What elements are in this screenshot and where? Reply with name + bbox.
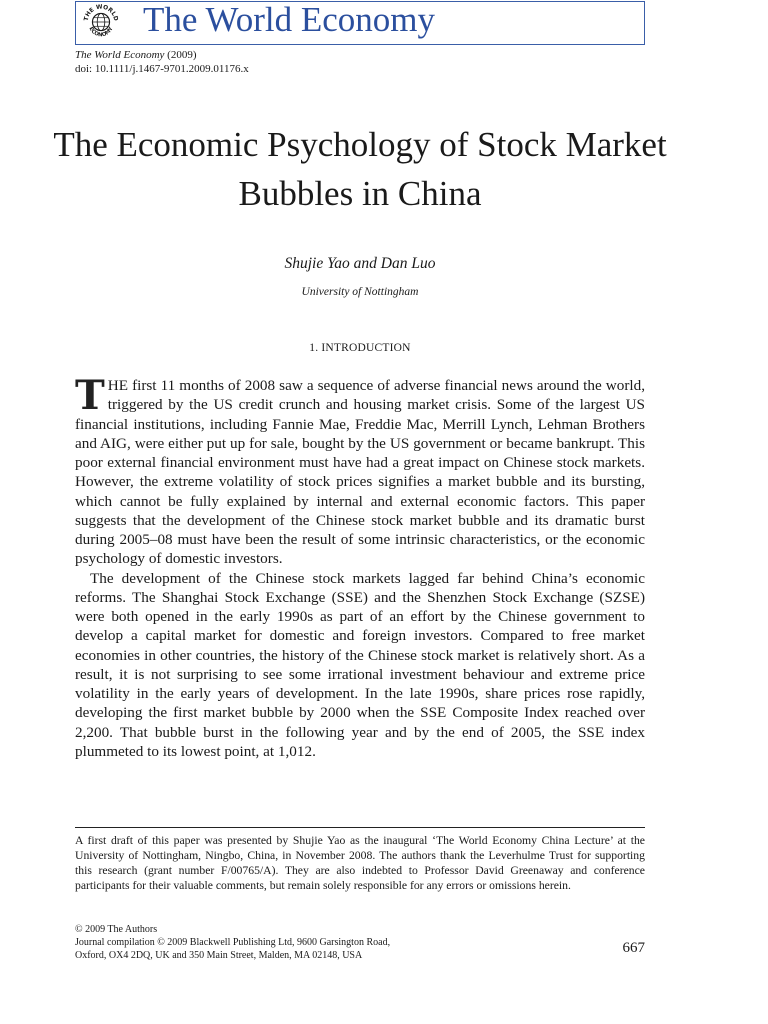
- page-number: 667: [622, 940, 645, 956]
- logo-text-bottom: ECONOMY: [87, 26, 115, 39]
- copyright-line: © 2009 The Authors: [75, 924, 158, 935]
- article-authors: Shujie Yao and Dan Luo: [284, 255, 436, 272]
- paragraph: [75, 372, 645, 569]
- paragraph: The development of the Chinese stock markets lagged far behind China’s economic reforms. The Shanghai Stock Exchange (SSE) and the Shenzhen Stock Exchange (SZSE) were both opened in the early 1990s as part of an effort by the Chinese government to develop a capital market for domestic and foreign investors. Compared to free market economies in other countries, the history of the Chinese stock market is relatively short. As a result, it is not surprising to see some irrational investment behaviour and extreme price volatility in the early years of development. In the late 1990s, share prices rose rapidly, developing the first market bubble by 2000 when the SSE Composite Index reached over 2,200. That bubble burst in the following year and by the end of 2005, the SSE index plummeted to its lowest point, at 1,012.: [75, 569, 645, 760]
- citation-year: (2009): [164, 49, 197, 61]
- copyright-block: [75, 923, 495, 962]
- footnote: A first draft of this paper was presented by Shujie Yao as the inaugural ‘The World Economy China Lecture’ at the University of Nottingham, Ningbo, China, in November 2008. The authors thank the Leverhulme Trust for supporting this research (grant number F/00765/A). They are also indebted to Professor David Greenaway and conference participants for their valuable comments, but remain solely responsible for any errors or omissions herein.: [75, 834, 645, 892]
- logo-text-top: THE WORLD: [83, 4, 119, 22]
- article-title: The Economic Psychology of Stock Market Bubbles in China: [53, 125, 667, 213]
- paragraph-text: HE first 11 months of 2008 saw a sequence of adverse financial news around the world, triggered by the US credit crunch and housing market crisis. Some of the largest US financial institutions, including Fannie Mae, Freddie Mac, Merrill Lynch, Lehman Brothers and AIG, were either put up for sale, bought by the US government or became bankrupt. This poor external financial environment must have had a great impact on Chinese stock markets. However, the extreme volatility of stock prices signifies a market bubble and its bursting, which cannot be fully explained by internal and external economic factors. This paper suggests that the development of the Chinese stock market bubble and its dramatic burst during 2005–08 must have been the result of some intrinsic characteristics, or the economic psychology of domestic investors.: [75, 377, 645, 568]
- svg-text:ECONOMY: [87, 26, 114, 38]
- citation-journal-name: The World Economy: [75, 49, 165, 61]
- drop-cap: T: [75, 372, 105, 419]
- footnote-divider: [75, 827, 645, 828]
- copyright-line: Journal compilation © 2009 Blackwell Publishing Ltd, 9600 Garsington Road,: [75, 937, 391, 948]
- citation-block: [75, 48, 249, 76]
- author-affiliation: University of Nottingham: [301, 286, 419, 298]
- article-body: [75, 372, 645, 761]
- journal-banner-title: The World Economy: [143, 0, 436, 39]
- globe-logo-icon: [82, 3, 120, 41]
- doi: doi: 10.1111/j.1467-9701.2009.01176.x: [75, 63, 249, 75]
- section-heading: 1. INTRODUCTION: [309, 342, 411, 354]
- copyright-line: Oxford, OX4 2DQ, UK and 350 Main Street, Malden, MA 02148, USA: [75, 950, 363, 961]
- citation-line: [75, 48, 249, 62]
